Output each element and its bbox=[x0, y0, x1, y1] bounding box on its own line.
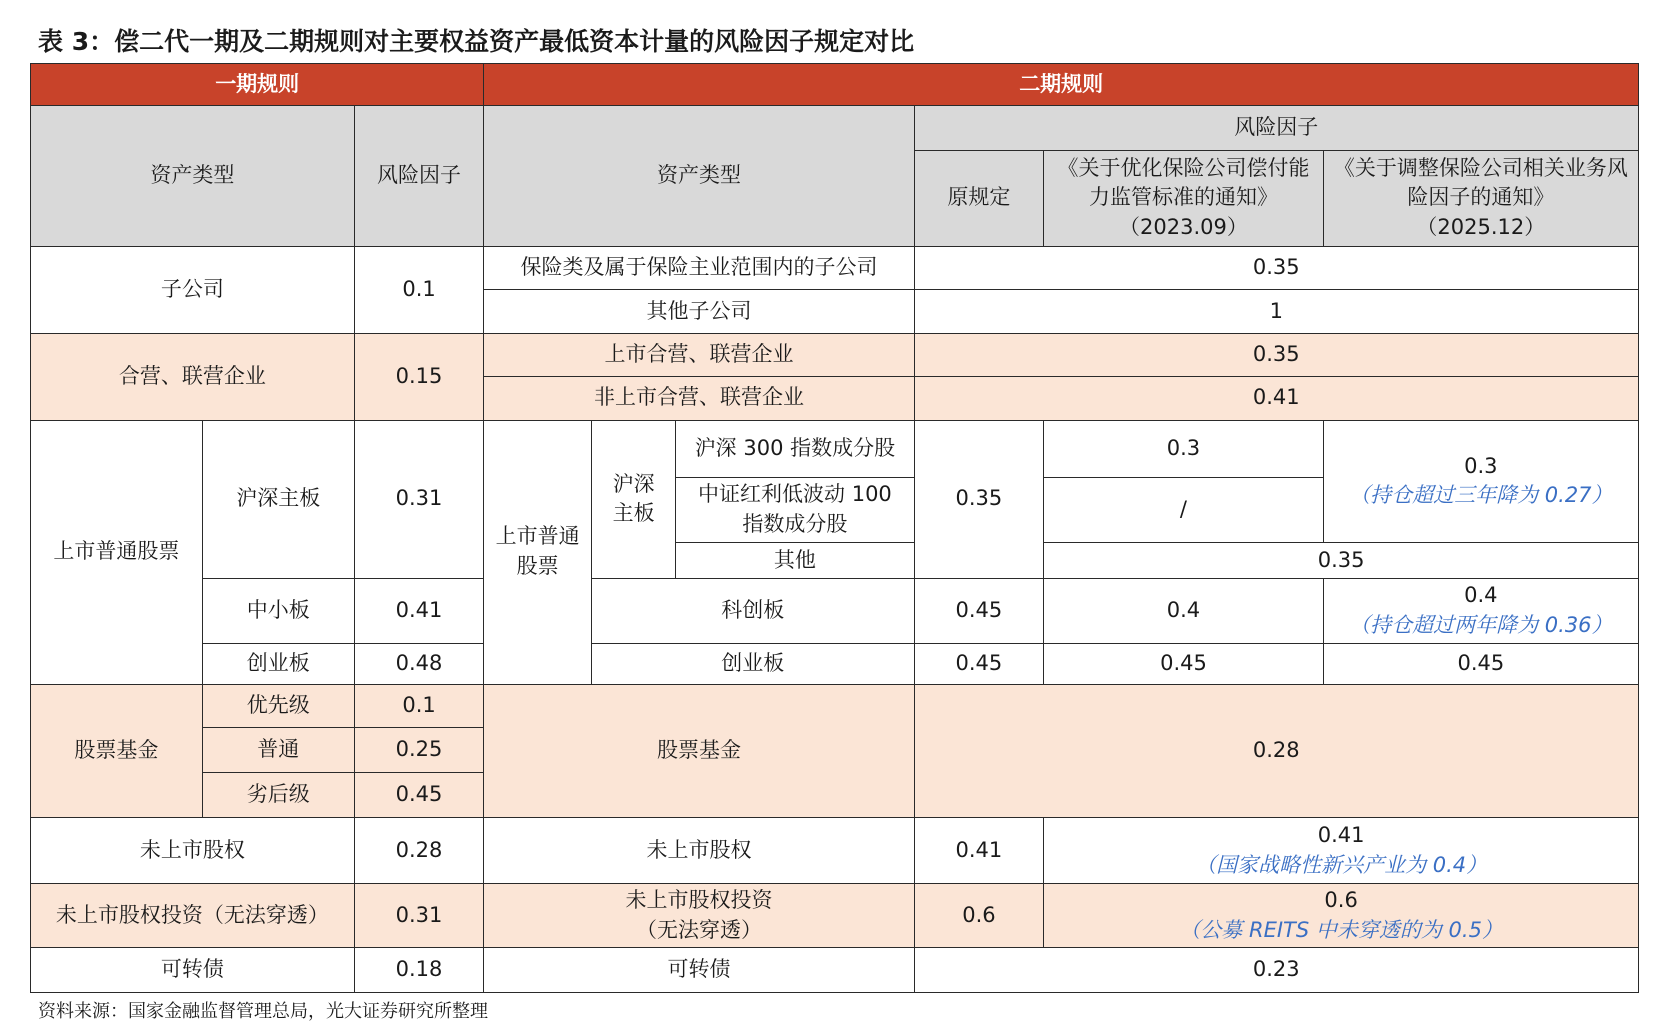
p2-unlisted-equity-original: 0.41 bbox=[914, 818, 1044, 884]
p2-unlisted-equity-new bbox=[1044, 818, 1639, 884]
notice-2023-name: 《关于优化保险公司偿付能力监管标准的通知》 bbox=[1057, 155, 1310, 210]
p2-insurance-subsidiary-factor: 0.35 bbox=[914, 247, 1638, 290]
p2-listed-jv-factor: 0.35 bbox=[914, 333, 1638, 376]
p1-fund-normal: 普通 bbox=[202, 728, 354, 772]
notice-2025-name: 《关于调整保险公司相关业务风险因子的通知》 bbox=[1333, 155, 1628, 210]
p2-unlisted-investment-type-line2: （无法穿透） bbox=[635, 917, 762, 942]
p2-other-type: 其他 bbox=[676, 543, 914, 579]
p2-star-2025-note: （持仓超过两年降为 0.36） bbox=[1349, 612, 1613, 637]
p2-unlisted-investment-new-note: （公募 REITS 中未穿透的为 0.5） bbox=[1179, 917, 1503, 942]
p1-gem-board-factor: 0.48 bbox=[354, 643, 484, 684]
p2-hs300-2025-note: （持仓超过三年降为 0.27） bbox=[1349, 483, 1613, 508]
p2-unlisted-investment-type-line1: 未上市股权投资 bbox=[625, 887, 773, 912]
p2-unlisted-jv-factor: 0.41 bbox=[914, 377, 1638, 420]
p2-hs300-2023: 0.3 bbox=[1044, 420, 1323, 477]
p2-convertible-factor: 0.23 bbox=[914, 948, 1638, 993]
p2-stock-fund-type: 股票基金 bbox=[484, 685, 914, 818]
p2-dividend-type: 中证红利低波动 100 指数成分股 bbox=[676, 477, 914, 543]
source-note: 资料来源：国家金融监督管理总局，光大证券研究所整理 bbox=[38, 1001, 488, 1022]
comparison-table bbox=[30, 63, 1639, 993]
p2-listed-stock-group: 上市普通股票 bbox=[484, 420, 592, 684]
table-title: 表 3：偿二代一期及二期规则对主要权益资产最低资本计量的风险因子规定对比 bbox=[38, 27, 915, 56]
p2-unlisted-investment-type bbox=[484, 883, 914, 948]
p1-listed-stock-group: 上市普通股票 bbox=[31, 420, 203, 684]
p2-dividend-2023: / bbox=[1044, 477, 1323, 543]
p1-unlisted-equity-factor: 0.28 bbox=[354, 818, 484, 884]
phase2-header: 二期规则 bbox=[484, 64, 1639, 106]
p1-gem-board: 创业板 bbox=[202, 643, 354, 684]
p1-convertible-factor: 0.18 bbox=[354, 948, 484, 993]
p2-hs-main-board: 沪深主板 bbox=[591, 420, 675, 579]
p2-star-2025-value: 0.4 bbox=[1464, 583, 1498, 608]
p1-unlisted-equity-type: 未上市股权 bbox=[31, 818, 355, 884]
p2-other-subsidiary-type: 其他子公司 bbox=[484, 290, 914, 333]
p2-star-2025 bbox=[1323, 579, 1638, 644]
p2-unlisted-equity-new-value: 0.41 bbox=[1317, 822, 1365, 847]
p2-other-value: 0.35 bbox=[1044, 543, 1639, 579]
p2-gem-2025: 0.45 bbox=[1323, 643, 1638, 684]
p2-hs-original-factor: 0.35 bbox=[914, 420, 1044, 579]
p2-hs300-2025-value: 0.3 bbox=[1464, 453, 1498, 478]
p1-fund-priority-factor: 0.1 bbox=[354, 685, 484, 728]
p2-gem-type: 创业板 bbox=[591, 643, 914, 684]
p2-hs300-2025 bbox=[1323, 420, 1638, 543]
p2-insurance-subsidiary-type: 保险类及属于保险主业范围内的子公司 bbox=[484, 247, 914, 290]
p2-other-subsidiary-factor: 1 bbox=[914, 290, 1638, 333]
p2-unlisted-investment-original: 0.6 bbox=[914, 883, 1044, 948]
phase1-header: 一期规则 bbox=[31, 64, 484, 106]
p1-factor-header: 风险因子 bbox=[354, 106, 484, 247]
p1-asset-type-header: 资产类型 bbox=[31, 106, 355, 247]
p2-star-2023: 0.4 bbox=[1044, 579, 1323, 644]
notice-2025-date: （2025.12） bbox=[1416, 215, 1546, 240]
original-rule-header: 原规定 bbox=[914, 150, 1044, 246]
p2-unlisted-equity-new-note: （国家战略性新兴产业为 0.4） bbox=[1195, 852, 1488, 877]
p1-unlisted-investment-type: 未上市股权投资（无法穿透） bbox=[31, 883, 355, 948]
p2-gem-original: 0.45 bbox=[914, 643, 1044, 684]
notice-2025-header bbox=[1323, 150, 1638, 246]
p1-jv-type: 合营、联营企业 bbox=[31, 333, 355, 420]
p2-unlisted-equity-type: 未上市股权 bbox=[484, 818, 914, 884]
p2-stock-fund-factor: 0.28 bbox=[914, 685, 1638, 818]
p1-main-board: 沪深主板 bbox=[202, 420, 354, 579]
p1-subsidiary-type: 子公司 bbox=[31, 247, 355, 334]
p1-unlisted-investment-factor: 0.31 bbox=[354, 883, 484, 948]
p2-factor-header: 风险因子 bbox=[914, 106, 1638, 150]
notice-2023-header bbox=[1044, 150, 1323, 246]
p2-star-type: 科创板 bbox=[591, 579, 914, 644]
p2-gem-2023: 0.45 bbox=[1044, 643, 1323, 684]
p2-unlisted-investment-new-value: 0.6 bbox=[1324, 887, 1358, 912]
p1-sme-board: 中小板 bbox=[202, 579, 354, 644]
notice-2023-date: （2023.09） bbox=[1119, 215, 1248, 240]
p1-fund-junior-factor: 0.45 bbox=[354, 772, 484, 817]
p1-stock-fund-type: 股票基金 bbox=[31, 685, 203, 818]
p2-unlisted-investment-new bbox=[1044, 883, 1639, 948]
p1-fund-priority: 优先级 bbox=[202, 685, 354, 728]
p1-fund-junior: 劣后级 bbox=[202, 772, 354, 817]
p2-listed-jv-type: 上市合营、联营企业 bbox=[484, 333, 914, 376]
p1-main-board-factor: 0.31 bbox=[354, 420, 484, 579]
p1-fund-normal-factor: 0.25 bbox=[354, 728, 484, 772]
p2-convertible-type: 可转债 bbox=[484, 948, 914, 993]
p1-subsidiary-factor: 0.1 bbox=[354, 247, 484, 334]
p2-asset-type-header: 资产类型 bbox=[484, 106, 914, 247]
p1-convertible-type: 可转债 bbox=[31, 948, 355, 993]
p2-hs300-type: 沪深 300 指数成分股 bbox=[676, 420, 914, 477]
p2-unlisted-jv-type: 非上市合营、联营企业 bbox=[484, 377, 914, 420]
p1-sme-board-factor: 0.41 bbox=[354, 579, 484, 644]
p2-star-original: 0.45 bbox=[914, 579, 1044, 644]
p1-jv-factor: 0.15 bbox=[354, 333, 484, 420]
